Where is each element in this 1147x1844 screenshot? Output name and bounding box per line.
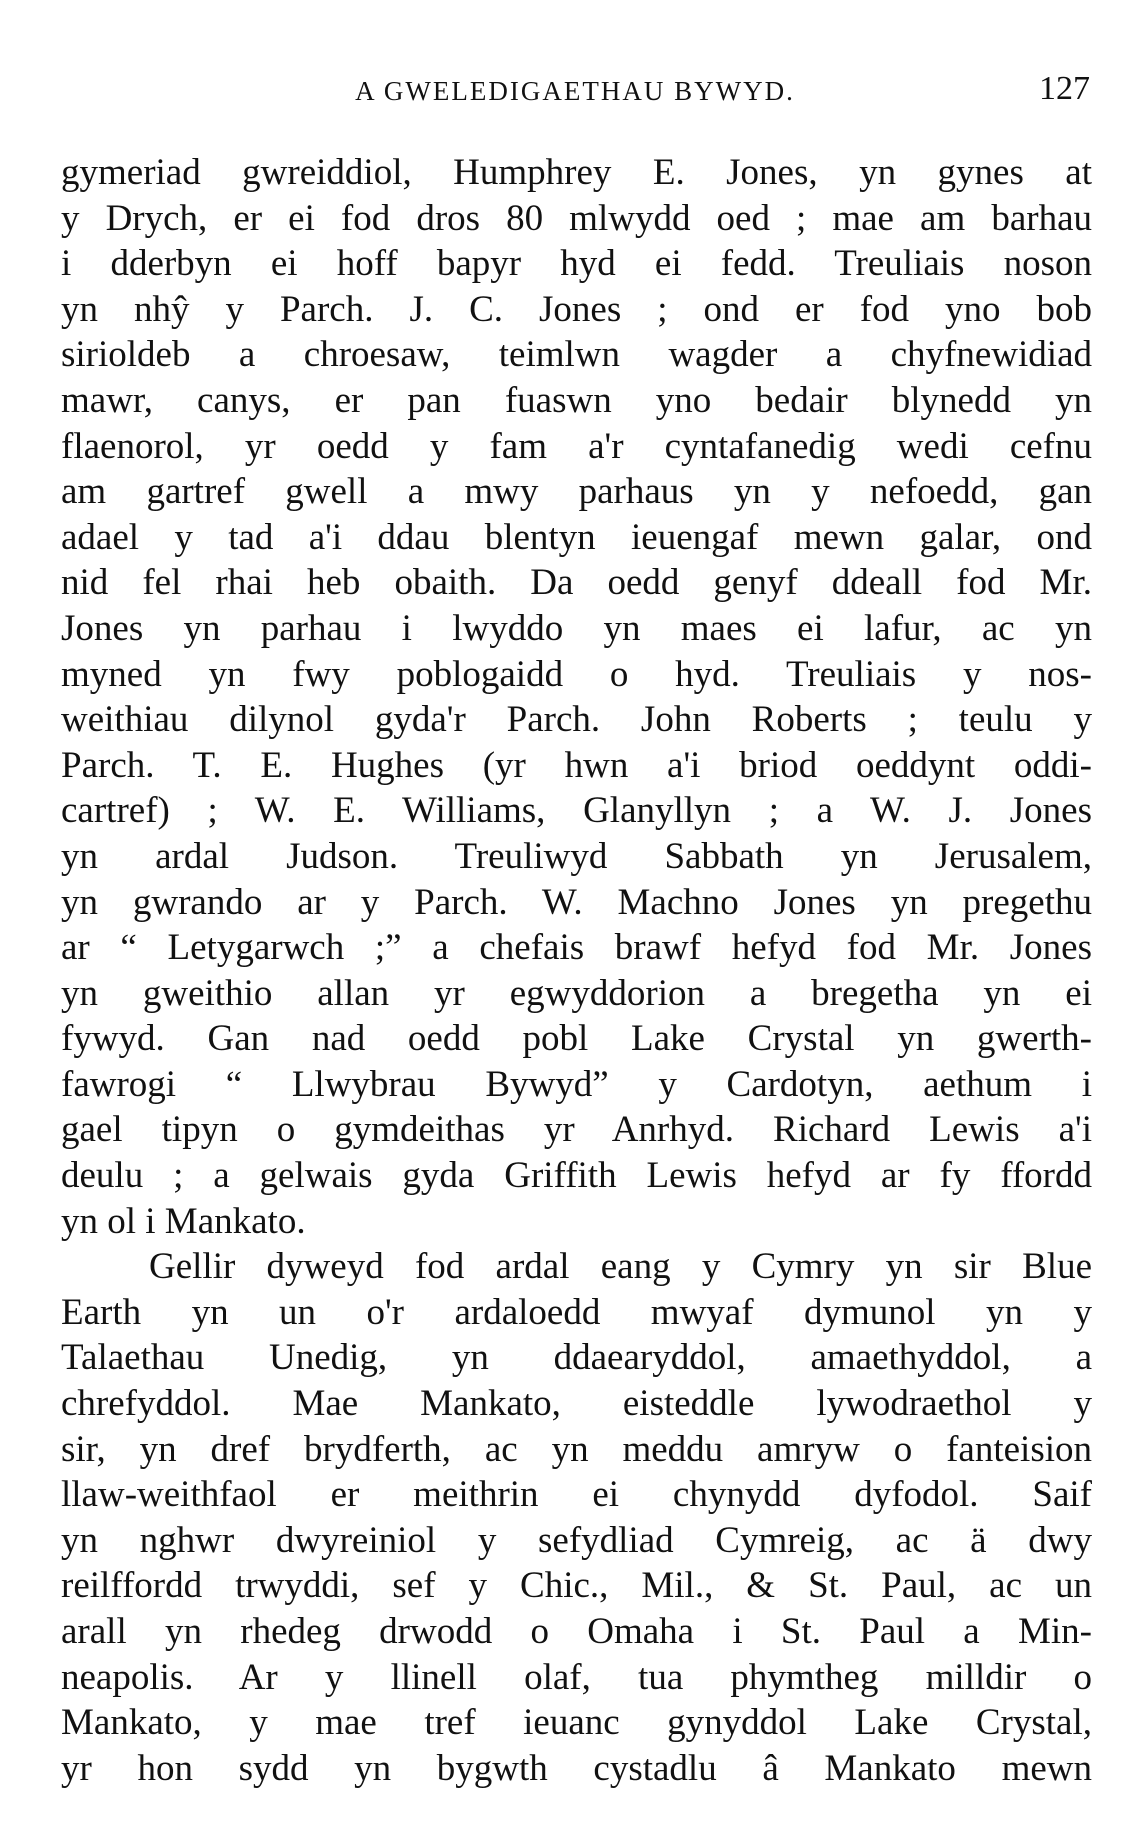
paragraph bbox=[61, 150, 1092, 1244]
text-line: cartref) ; W. E. Williams, Glanyllyn ; a W. J. Jones bbox=[61, 790, 1092, 832]
text-line: Mankato, y mae tref ieuanc gynyddol Lake Crystal, bbox=[61, 1702, 1092, 1744]
text-line: Parch. T. E. Hughes (yr hwn a'i briod oeddynt oddi- bbox=[61, 744, 1092, 786]
text-line: yn gwrando ar y Parch. W. Machno Jones yn pregethu bbox=[61, 881, 1092, 923]
text-line: adael y tad a'i ddau blentyn ieuengaf mewn galar, ond bbox=[61, 516, 1092, 558]
text-line: fawrogi “ Llwybrau Bywyd” y Cardotyn, aethum i bbox=[61, 1063, 1092, 1105]
page-number: 127 bbox=[1039, 70, 1090, 107]
text-line: weithiau dilynol gyda'r Parch. John Roberts ; teulu y bbox=[61, 699, 1092, 741]
text-line: mawr, canys, er pan fuaswn yno bedair blynedd yn bbox=[61, 379, 1092, 421]
text-line: myned yn fwy poblogaidd o hyd. Treuliais y nos- bbox=[61, 653, 1092, 695]
text-line: yn ol i Mankato. bbox=[61, 1200, 306, 1242]
text-line: gael tipyn o gymdeithas yr Anrhyd. Richard Lewis a'i bbox=[61, 1109, 1092, 1151]
text-line: yn ardal Judson. Treuliwyd Sabbath yn Jerusalem, bbox=[61, 835, 1092, 877]
text-line: chrefyddol. Mae Mankato, eisteddle lywodraethol y bbox=[61, 1383, 1092, 1425]
text-line: llaw-weithfaol er meithrin ei chynydd dyfodol. Saif bbox=[61, 1474, 1092, 1516]
text-line: gymeriad gwreiddiol, Humphrey E. Jones, yn gynes at bbox=[61, 152, 1092, 193]
text-line: ar “ Letygarwch ;” a chefais brawf hefyd fod Mr. Jones bbox=[61, 927, 1092, 969]
text-line: Talaethau Unedig, yn ddaearyddol, amaethyddol, a bbox=[61, 1337, 1092, 1379]
text-line: deulu ; a gelwais gyda Griffith Lewis hefyd ar fy ffordd bbox=[61, 1155, 1092, 1197]
text-line: yn gweithio allan yr egwyddorion a bregetha yn ei bbox=[61, 972, 1092, 1014]
text-line: am gartref gwell a mwy parhaus yn y nefoedd, gan bbox=[61, 471, 1092, 513]
running-head bbox=[60, 70, 1090, 116]
text-line: sirioldeb a chroesaw, teimlwn wagder a chyfnewidiad bbox=[61, 334, 1092, 376]
text-line: yn nghwr dwyreiniol y sefydliad Cymreig, ac ä dwy bbox=[61, 1519, 1092, 1561]
text-line: arall yn rhedeg drwodd o Omaha i St. Paul a Min- bbox=[61, 1611, 1092, 1652]
text-line: yr hon sydd yn bygwth cystadlu â Mankato mewn bbox=[61, 1747, 1092, 1789]
text-line: yn nhŷ y Parch. J. C. Jones ; ond er fod yno bob bbox=[61, 288, 1092, 330]
text-line: reilffordd trwyddi, sef y Chic., Mil., & St. Paul, ac un bbox=[61, 1565, 1092, 1607]
paragraph bbox=[61, 1244, 1092, 1791]
text-line: nid fel rhai heb obaith. Da oedd genyf ddeall fod Mr. bbox=[61, 562, 1092, 604]
text-line: Jones yn parhau i lwyddo yn maes ei lafur, ac yn bbox=[61, 607, 1092, 649]
text-line: Earth yn un o'r ardaloedd mwyaf dymunol yn y bbox=[61, 1291, 1092, 1333]
body-text bbox=[61, 150, 1092, 1791]
text-line: flaenorol, yr oedd y fam a'r cyntafanedig wedi cefnu bbox=[61, 425, 1092, 467]
text-line: sir, yn dref brydferth, ac yn meddu amryw o fanteision bbox=[61, 1428, 1092, 1470]
text-line: fywyd. Gan nad oedd pobl Lake Crystal yn gwerth- bbox=[61, 1018, 1092, 1060]
text-line: i dderbyn ei hoff bapyr hyd ei fedd. Treuliais noson bbox=[61, 243, 1092, 285]
text-line: y Drych, er ei fod dros 80 mlwydd oed ; mae am barhau bbox=[61, 197, 1092, 239]
text-line: neapolis. Ar y llinell olaf, tua phymtheg milldir o bbox=[61, 1656, 1092, 1698]
running-title: A GWELEDIGAETHAU BYWYD. bbox=[355, 76, 795, 106]
text-line: Gellir dyweyd fod ardal eang y Cymry yn sir Blue bbox=[149, 1246, 1092, 1288]
